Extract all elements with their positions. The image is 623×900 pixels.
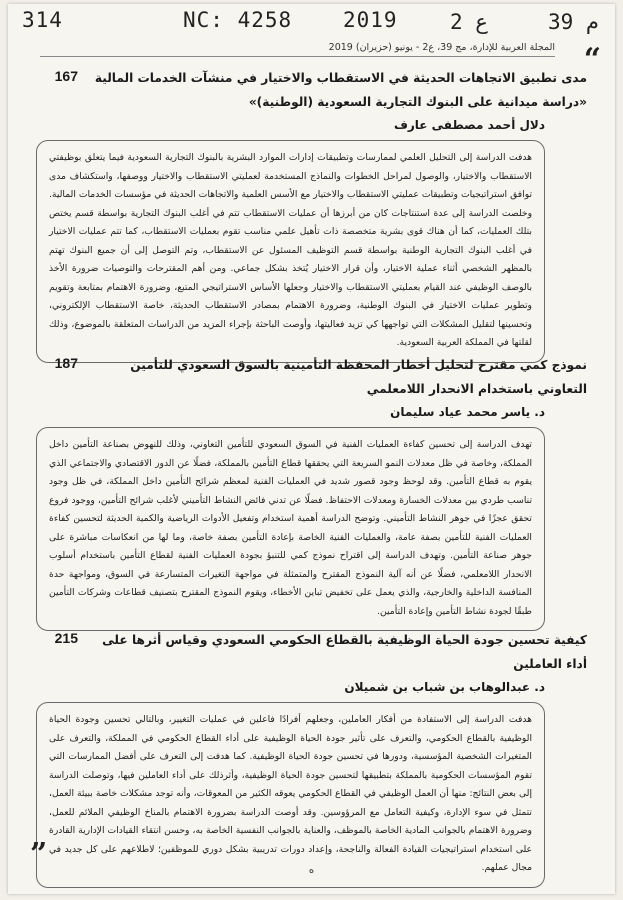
- entry-page-number: 187: [54, 355, 78, 371]
- entry-abstract: تهدف الدراسة إلى تحسين كفاءة العمليات الفنية في السوق السعودي للتأمين التعاوني، وذلك للنهوض بصناعة التأمين داخل المملكة، وخاصة في ظل معدلات النمو السريعة التي يحققها قطاع التأمين بالمملكة، فضلًا عن الدور الاقتصادي والاجتماعي الذي يقوم به قطاع التأمين. وقد لوحظ وجود قصور شديد في العمليات الفنية لمعظم شرائح التأمين داخل المملكة، في ظل وجود تناسب طردي بين معدلات الخسارة ومعدلات الاحتفاظ. فضلًا عن تدني فائض النشاط التأميني لأغلب شرائح التأمين، ووجود فروع تحقق عجزًا في جوهر النشاط التأميني. وتوضح الدراسة أهمية استخدام وتفعيل الأدوات الرياضية والكمية الحديثة لتحسين كفاءة العمليات الفنية للتأمين بصفة عامة، والعمليات الفنية الخاصة بإعادة التأمين بصفة خاصة، وما لها من انعكاسات مباشرة على جوهر صناعة التأمين. وتهدف الدراسة إلى اقتراح نموذج كمي للتنبؤ بجودة العمليات الفنية لقطاع التأمين باستخدام أسلوب الانحدار اللامعلمي، فضلًا عن أنه آلية النموذج المقترح والمتمثلة في مواجهة التغيرات المتسارعة في السوق، ومواجهة حدة المنافسة الداخلية والخارجية، والذي يعمل على تخفيض تباين الأخطاء، ويقوم النموذج المقترح بتصنيف قطاعات وشركات التأمين طبقًا لجودة نشاط التأمين وإعادة التأمين.: [36, 427, 545, 631]
- page-footer-mark: ه: [308, 865, 315, 876]
- page: [8, 4, 615, 894]
- handwritten-page-ref: 314: [22, 8, 63, 32]
- entry-title: نموذج كمي مقترح لتحليل أخطار المحفظة التأمينية بالسوق السعودي للتأمين التعاوني باستخدام الانحدار اللامعلمي: [130, 358, 587, 396]
- handwritten-year: 2019: [343, 8, 398, 32]
- handwritten-issue: ع 2: [450, 10, 488, 34]
- entry-page-number: 215: [54, 630, 78, 646]
- journal-header: المجلة العربية للإدارة، مج 39، ع2 - يونيو (حزيران) 2019: [40, 42, 555, 57]
- entry-abstract: هدفت الدراسة إلى التحليل العلمي لممارسات وتطبيقات إدارات الموارد البشرية بالبنوك التجارية السعودية فيما يتعلق بوظيفتي الاستقطاب والاختيار، والوصول لمراحل الخطوات والنماذج المستخدمة لعمليتي الاستقطاب والاختيار ووصفها، واستكشاف مدى توافق استراتيجيات وتطبيقات عمليتي الاستقطاب والاختيار مع الأسس العلمية والاتجاهات الحديثة في مؤسسات الخدمات المالية. وخلصت الدراسة إلى عدة استنتاجات كان من أبرزها أن عمليات الاستقطاب تتم في أغلب البنوك التجارية بواسطة قسم يختص بتلك العمليات، كما أن هناك قوى بشرية متخصصة ذات تأهيل علمي مناسب تقوم بعمليات الاستقطاب، كما تتم عمليات الاختيار في أغلب البنوك التجارية الوطنية بواسطة قسم التوظيف المسئول عن الاستقطاب، وتم التوصل إلى أن جميع البنوك تهتم بالمظهر الشخصي أثناء عملية الاختيار، وأن قرار الاختيار يُتخذ بشكل جماعي. ومن أهم المقترحات والتوصيات ضرورة الأخذ بالوصف الوظيفي عند القيام بعمليتي الاستقطاب والاختيار وجعلها الأساس الاستراتيجي المتبع، وضرورة الاهتمام بمتابعة وتقويم وتطوير عمليات الاختيار في البنوك الوطنية، وضرورة الاهتمام بمصادر الاستقطاب الحديثة، خاصة الاستقطاب الإلكتروني، وتحسينها لتقليل المشكلات التي تواجهها كي تزيد فعاليتها، وأوصت الباحثة بإجراء المزيد من الدراسات المتعلقة بالموضوع، وذلك لقلتها في المملكة العربية السعودية.: [36, 140, 545, 363]
- open-quote-icon: “: [583, 42, 601, 77]
- entry-title: كيفية تحسين جودة الحياة الوظيفية بالقطاع الحكومي السعودي وقياس أثرها على أداء العاملين: [102, 633, 587, 671]
- entry-title: مدى تطبيق الاتجاهات الحديثة في الاستقطاب والاختيار في منشآت الخدمات المالية «دراسة ميدانية على البنوك التجارية السعودية (الوطنية)»: [94, 71, 587, 109]
- entry-abstract: هدفت الدراسة إلى الاستفادة من أفكار العاملين، وجعلهم أفرادًا فاعلين في عمليات التغيير، وبالتالي تحسين وجودة الحياة الوظيفية بالقطاع الحكومي، والتعرف على تأثير جودة الحياة الوظيفية على أداء القطاع الحكومي في المملكة، والتعرف على المتغيرات الشخصية المؤسسية، ودورها في تحسين جودة الحياة الوظيفية. كما هدفت إلى التعرف على أفضل الممارسات التي تقوم المؤسسات الحكومية بالمملكة بتطبيقها لتحسين جودة الحياة الوظيفية، وأثرذلك على أداء العاملين فيها، وتوصلت الدراسة إلى بعض النتائج: منها أن العمل الوظيفي في القطاع الحكومي يعوقه الكثير من المعوقات، وأنه توجد مشكلات خاصة ببيئة العمل، تتمثل في سوء الإدارة، وكيفية التعامل مع المرؤوسين. وقد أوصت الدراسة بضرورة الاهتمام بالمناخ الوظيفي الملائم للعمل، وضرورة الاهتمام بالجوانب المادية الخاصة بالموظف، والعناية بالجوانب النفسية الخاصة به، وحسن انتقاء القيادات الإدارية القادرة على استخدام استراتيجيات القيادة الفعالة والناجحة، وإعداد دورات تدريبية بشكل دوري للموظفين؛ لاطلاعهم على كل جديد في مجال عملهم.: [36, 702, 545, 888]
- entry-author: د. عبدالوهاب بن شباب بن شميلان: [344, 680, 545, 694]
- entry-author: دلال أحمد مصطفى عارف: [393, 118, 545, 132]
- abstract-entry: [34, 628, 591, 888]
- abstract-entry: [34, 66, 591, 363]
- entry-author: د. ياسر محمد عياد سليمان: [390, 405, 545, 419]
- handwritten-volume: م 39: [548, 10, 599, 34]
- abstract-entry: [34, 353, 591, 631]
- entry-page-number: 167: [54, 68, 78, 84]
- handwritten-inventory-number: NC: 4258: [183, 8, 293, 32]
- close-quote-icon: ”: [30, 837, 48, 872]
